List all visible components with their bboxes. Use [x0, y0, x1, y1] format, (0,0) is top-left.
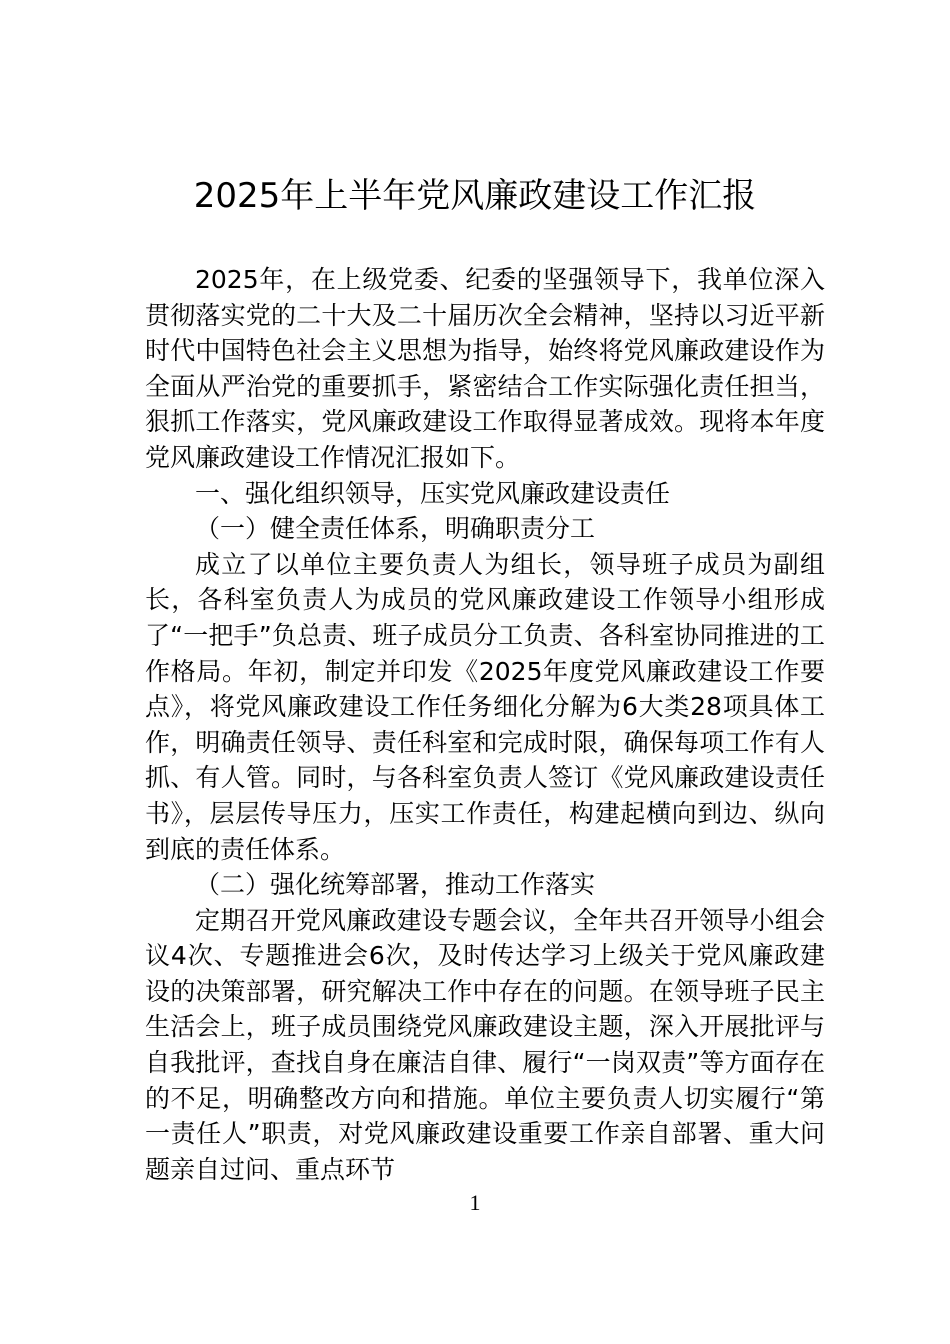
- subsection-heading-1-1: （一）健全责任体系，明确职责分工: [195, 514, 596, 544]
- subsection-heading-1-2: （二）强化统筹部署，推动工作落实: [195, 870, 596, 900]
- document-title: 2025年上半年党风廉政建设工作汇报: [193, 176, 757, 216]
- page-number: 1: [469, 1190, 481, 1215]
- document-body: [145, 262, 825, 1187]
- body-paragraph-2: 定期召开党风廉政建设专题会议，全年共召开领导小组会议4次、专题推进会6次，及时传达学习上级关于党风廉政建设的决策部署，研究解决工作中存在的问题。在领导班子民主生活会上，班子成员围绕党风廉政建设主题，深入开展批评与自我批评，查找自身在廉洁自律、履行“一岗双责”等方面存在的不足，明确整改方向和措施。单位主要负责人切实履行“第一责任人”职责，对党风廉政建设重要工作亲自部署、重大问题亲自过问、重点环节: [145, 905, 825, 1184]
- intro-paragraph: 2025年，在上级党委、纪委的坚强领导下，我单位深入贯彻落实党的二十大及二十届历次全会精神，坚持以习近平新时代中国特色社会主义思想为指导，始终将党风廉政建设作为全面从严治党的重要抓手，紧密结合工作实际强化责任担当，狠抓工作落实，党风廉政建设工作取得显著成效。现将本年度党风廉政建设工作情况汇报如下。: [145, 265, 825, 472]
- body-paragraph-1: 成立了以单位主要负责人为组长，领导班子成员为副组长，各科室负责人为成员的党风廉政建设工作领导小组形成了“一把手”负总责、班子成员分工负责、各科室协同推进的工作格局。年初，制定并印发《2025年度党风廉政建设工作要点》，将党风廉政建设工作任务细化分解为6大类28项具体工作，明确责任领导、责任科室和完成时限，确保每项工作有人抓、有人管。同时，与各科室负责人签订《党风廉政建设责任书》，层层传导压力，压实工作责任，构建起横向到边、纵向到底的责任体系。: [145, 549, 825, 864]
- section-heading-1: 一、强化组织领导，压实党风廉政建设责任: [195, 478, 671, 508]
